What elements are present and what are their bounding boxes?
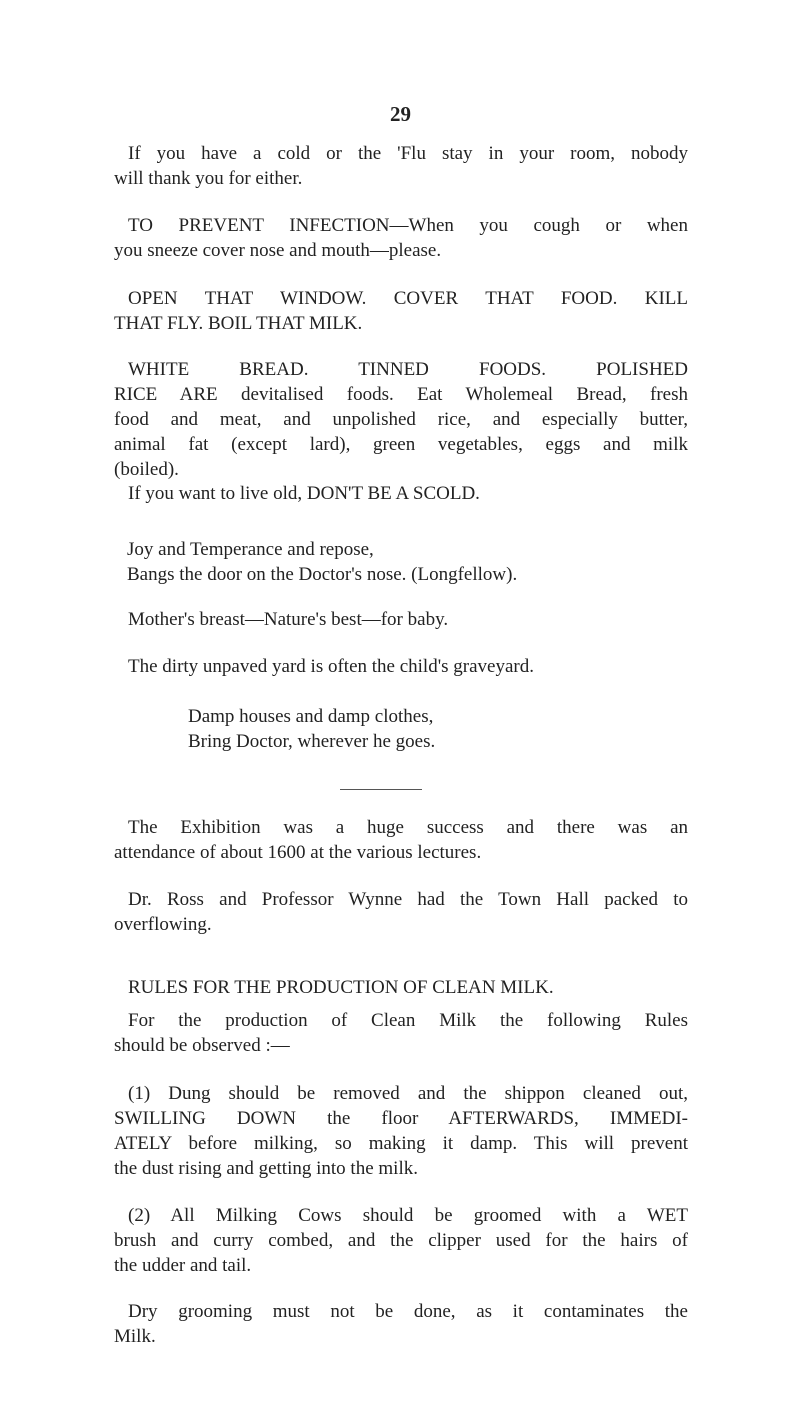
paragraph-yard: The dirty unpaved yard is often the child's graveyard. xyxy=(128,656,534,677)
paragraph-dry-grooming: Dry grooming must not be done, as it contaminates the Milk. xyxy=(114,1301,688,1347)
paragraph-exhibition: The Exhibition was a huge success and there was an attendance of about 1600 at the various lectures. xyxy=(114,817,688,863)
rules-heading: RULES FOR THE PRODUCTION OF CLEAN MILK. xyxy=(128,977,554,998)
paragraph-rules-intro: For the production of Clean Milk the following Rules should be observed :— xyxy=(114,1010,688,1056)
paragraph-white-bread: WHITE BREAD. TINNED FOODS. POLISHED RICE ARE devitalised foods. Eat Wholemeal Bread, fresh food and meat, and unpolished rice, and especially butter, animal fat (except lard), green vegetables, eggs and milk (boiled). xyxy=(114,359,688,480)
paragraph-scold: If you want to live old, DON'T BE A SCOLD. xyxy=(128,483,480,504)
paragraph-prevent-infection: TO PREVENT INFECTION—When you cough or when you sneeze cover nose and mouth—please. xyxy=(114,215,688,261)
paragraph-rule-1: (1) Dung should be removed and the shippon cleaned out, SWILLING DOWN the floor AFTERWARDS, IMMEDI- ATELY before milking, so making it damp. This will prevent the dust rising and getting into the milk. xyxy=(114,1083,688,1179)
paragraph-open-window: OPEN THAT WINDOW. COVER THAT FOOD. KILL THAT FLY. BOIL THAT MILK. xyxy=(114,288,688,334)
page-number: 29 xyxy=(390,102,411,126)
verse-damp: Damp houses and damp clothes, Bring Doctor, wherever he goes. xyxy=(188,706,436,752)
verse-joy: Joy and Temperance and repose, Bangs the door on the Doctor's nose. (Longfellow). xyxy=(127,539,518,585)
paragraph-flu: If you have a cold or the 'Flu stay in your room, nobody will thank you for either. xyxy=(114,143,688,189)
paragraph-ross: Dr. Ross and Professor Wynne had the Town Hall packed to overflowing. xyxy=(114,889,688,935)
paragraph-rule-2: (2) All Milking Cows should be groomed with a WET brush and curry combed, and the clipper used for the hairs of the udder and tail. xyxy=(114,1205,688,1276)
paragraph-mother: Mother's breast—Nature's best—for baby. xyxy=(128,609,449,630)
section-divider xyxy=(340,789,422,790)
